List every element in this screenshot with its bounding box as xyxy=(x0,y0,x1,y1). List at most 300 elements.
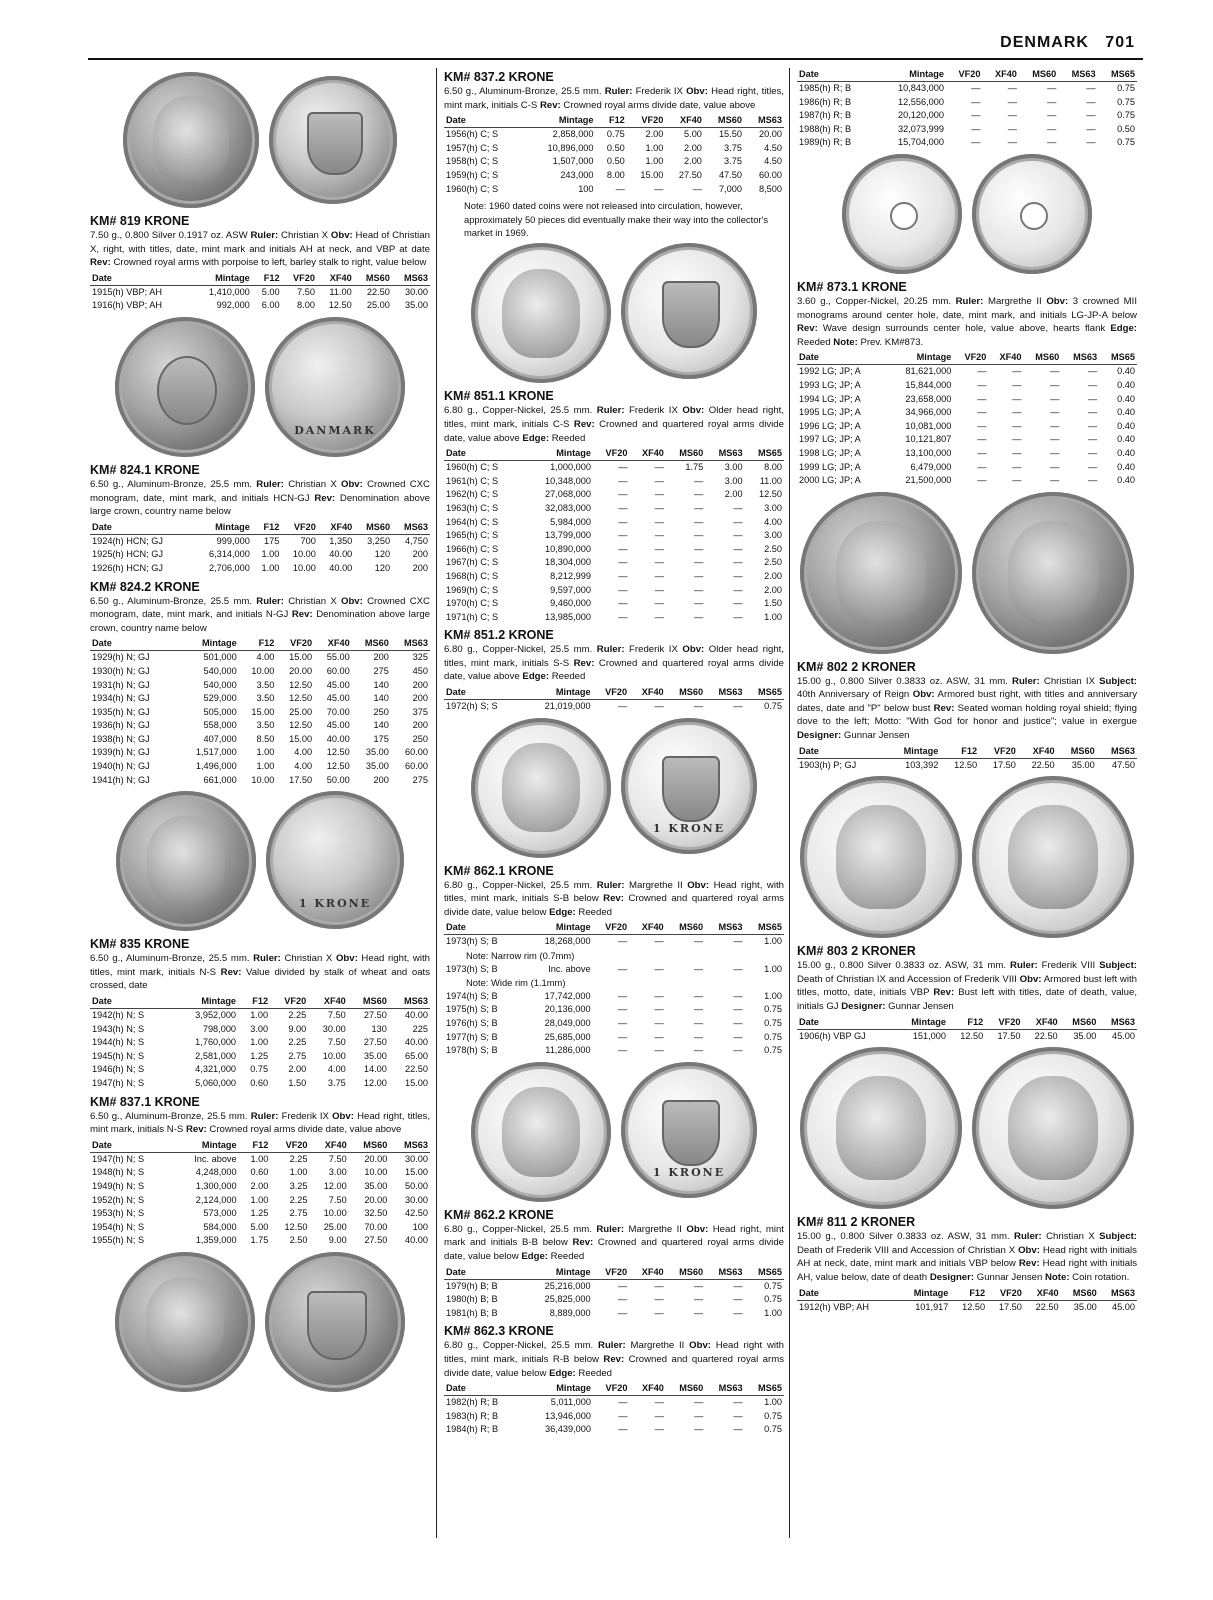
table-cell: — xyxy=(1087,475,1098,486)
table-cell: 1946(h) N; S xyxy=(92,1064,145,1075)
table-row xyxy=(90,1234,430,1248)
table-row xyxy=(90,1207,430,1221)
table-cell: — xyxy=(1087,461,1098,472)
table-cell: 1994 LG; JP; A xyxy=(799,393,861,404)
table-cell: 12.00 xyxy=(323,1180,347,1191)
table-cell: 45.00 xyxy=(326,693,350,704)
table-cell: Inc. above xyxy=(194,1153,237,1164)
table-header-row xyxy=(444,447,784,461)
table-cell: 1,000,000 xyxy=(550,462,591,473)
table-cell: 7.50 xyxy=(327,1010,346,1021)
table-cell: — xyxy=(733,936,743,947)
table-cell: 243,000 xyxy=(560,169,594,180)
table-cell: 3.00 xyxy=(250,1023,269,1034)
table-row xyxy=(797,365,1137,379)
table-cell: 60.00 xyxy=(405,747,428,758)
field-text: Margrethe II xyxy=(624,879,688,891)
table-cell: 1906(h) VBP GJ xyxy=(799,1030,866,1041)
column-header: F12 xyxy=(596,114,627,128)
column-header: XF40 xyxy=(318,521,354,535)
table-row xyxy=(90,285,430,299)
table-cell: 3,250 xyxy=(367,535,391,546)
entry-description xyxy=(90,478,430,519)
table-cell: 8,212,999 xyxy=(550,570,591,581)
column-header: VF20 xyxy=(593,686,630,700)
table-cell: — xyxy=(617,990,628,1001)
table-row xyxy=(444,611,784,625)
table-cell: 1.75 xyxy=(250,1235,269,1246)
entry-title: KM# 837.1 KRONE xyxy=(90,1094,200,1109)
table-header-row xyxy=(90,995,430,1009)
table-cell: 25,216,000 xyxy=(544,1280,591,1291)
entry-description xyxy=(444,1339,784,1380)
table-cell: — xyxy=(733,557,743,568)
table-cell: 2.00 xyxy=(645,129,664,140)
table-cell: 27.50 xyxy=(363,1010,387,1021)
table-cell: 3.25 xyxy=(289,1180,308,1191)
table-cell: 1944(h) N; S xyxy=(92,1037,145,1048)
table-cell: 1986(h) R; B xyxy=(799,96,852,107)
table-cell: — xyxy=(694,1397,704,1408)
table-cell: 10,890,000 xyxy=(545,543,591,554)
table-cell: 40.00 xyxy=(405,1235,428,1246)
table-cell: 2.25 xyxy=(288,1010,307,1021)
field-text: Margrethe II xyxy=(983,295,1047,307)
column-header: MS63 xyxy=(705,1382,744,1396)
column-header: VF20 xyxy=(985,1016,1022,1030)
table-row xyxy=(797,406,1137,420)
table-cell: 27,068,000 xyxy=(545,489,591,500)
table-cell: — xyxy=(733,963,743,974)
table-cell: 0.75 xyxy=(764,1045,782,1056)
table-cell: — xyxy=(1047,137,1057,148)
table-row xyxy=(797,420,1137,434)
coin-obverse-icon xyxy=(800,492,962,654)
field-label: Obv: xyxy=(340,478,363,490)
table-cell: 5.00 xyxy=(684,129,702,140)
field-text: Gunnar Jensen xyxy=(885,1001,954,1013)
field-label: Obv: xyxy=(1018,1244,1040,1256)
table-row xyxy=(797,461,1137,475)
table-header-row xyxy=(444,1382,784,1396)
table-cell: 10.00 xyxy=(292,549,316,560)
table-cell: — xyxy=(694,475,704,486)
table-cell: — xyxy=(1012,379,1022,390)
mintage-table xyxy=(90,995,430,1091)
field-label: Obv: xyxy=(340,595,363,607)
table-cell: — xyxy=(654,489,664,500)
field-label: Ruler: xyxy=(596,644,625,656)
field-text: Reeded xyxy=(575,906,613,918)
table-cell: 1999 LG; JP; A xyxy=(799,461,861,472)
field-label: Edge: xyxy=(549,906,576,918)
column-header: VF20 xyxy=(270,1139,309,1153)
entry-title: KM# 837.2 KRONE xyxy=(444,70,554,84)
field-text: 3 crowned MII monograms around center hole, date, mint mark, and initials LG-JP-A below xyxy=(797,295,1137,321)
field-label: Ruler: xyxy=(1012,675,1040,687)
coin-reverse-icon xyxy=(972,776,1134,938)
entry-title: KM# 835 KRONE xyxy=(90,937,190,952)
table-cell: 1959(h) C; S xyxy=(446,169,499,180)
table-cell: 2.00 xyxy=(684,142,702,153)
table-row xyxy=(797,136,1137,150)
column-header: MS63 xyxy=(705,921,744,935)
table-cell: 50.00 xyxy=(405,1180,428,1191)
table-cell: 25,825,000 xyxy=(544,1294,591,1305)
column-header: MS60 xyxy=(666,447,705,461)
column-header: Date xyxy=(444,1382,523,1396)
table-cell: 47.50 xyxy=(1112,759,1135,770)
table-cell: — xyxy=(654,462,664,473)
table-cell: — xyxy=(694,489,704,500)
table-cell: 10.00 xyxy=(292,562,316,573)
table-cell: — xyxy=(733,1410,743,1421)
coin-reverse-icon xyxy=(972,1047,1134,1209)
field-text: Head right with initials AH, value below, date of death xyxy=(797,1258,1137,1283)
table-cell: — xyxy=(1050,393,1060,404)
catalog-entry-km824-2 xyxy=(90,580,430,788)
table-cell: 7.50 xyxy=(328,1153,347,1164)
table-cell: — xyxy=(733,1045,743,1056)
column-header: VF20 xyxy=(270,995,308,1009)
table-cell: 12.50 xyxy=(759,489,782,500)
table-row xyxy=(444,990,784,1004)
table-row xyxy=(444,1017,784,1031)
field-text: Frederik IX xyxy=(624,405,683,417)
table-row xyxy=(797,1029,1137,1043)
table-cell: 3,952,000 xyxy=(195,1010,237,1021)
column-header: MS65 xyxy=(745,1266,784,1280)
field-label: Rev: xyxy=(220,966,242,978)
table-cell: — xyxy=(977,420,987,431)
field-text: Head right, titles, mint mark, initials N-S xyxy=(90,1110,431,1136)
table-cell: 450 xyxy=(412,665,428,676)
coin-reverse-icon xyxy=(972,154,1092,274)
table-cell: 12,556,000 xyxy=(898,96,944,107)
field-text: 6.50 g., Aluminum-Bronze, 25.5 mm. xyxy=(90,478,257,490)
table-cell: 21,500,000 xyxy=(905,475,952,486)
coin-images-873 xyxy=(797,154,1137,274)
column-header: XF40 xyxy=(314,637,352,651)
entry-description xyxy=(797,295,1137,349)
table-cell: — xyxy=(733,598,743,609)
entry-title: KM# 824.1 KRONE xyxy=(90,462,200,477)
column-header: MS65 xyxy=(745,447,784,461)
table-cell: 0.40 xyxy=(1117,461,1135,472)
table-row xyxy=(444,949,784,963)
table-cell: — xyxy=(617,701,628,712)
table-cell: — xyxy=(654,1018,664,1028)
table-cell: 3.00 xyxy=(724,475,743,486)
table-cell: 81,621,000 xyxy=(905,366,952,377)
table-cell: — xyxy=(617,936,628,947)
column-header: VF20 xyxy=(282,272,317,286)
field-label: Ruler: xyxy=(596,879,625,891)
column-header: Mintage xyxy=(523,447,593,461)
table-cell: 8.00 xyxy=(764,462,782,473)
table-cell: — xyxy=(693,1294,704,1305)
table-cell: 1.00 xyxy=(764,963,782,974)
table-cell: 3.00 xyxy=(764,502,782,513)
field-label: Rev: xyxy=(90,257,111,269)
table-cell: 0.50 xyxy=(606,156,625,167)
table-cell: — xyxy=(654,557,664,568)
table-cell: — xyxy=(733,530,743,541)
field-text: Head right with initials AH at neck, date, mint mark and initials VBP below xyxy=(797,1244,1137,1270)
table-cell: — xyxy=(654,570,664,581)
table-cell: 1.00 xyxy=(250,1010,269,1021)
table-cell: — xyxy=(618,1397,628,1408)
table-cell: 1.00 xyxy=(261,549,280,560)
table-cell: 1,507,000 xyxy=(552,156,594,167)
field-text: 6.50 g., Aluminum-Bronze, 25.5 mm. xyxy=(90,953,254,965)
table-cell: 8.00 xyxy=(297,300,315,311)
column-header: Mintage xyxy=(895,1016,948,1030)
column-header: MS60 xyxy=(349,1139,390,1153)
column-header: MS63 xyxy=(705,686,744,700)
column-header: Date xyxy=(444,447,523,461)
entry-description xyxy=(90,1110,430,1137)
table-cell: — xyxy=(693,701,704,712)
column-header: MS60 xyxy=(704,114,744,128)
table-cell: — xyxy=(654,1307,664,1318)
field-text: 6.50 g., Aluminum-Bronze, 25.5 mm. xyxy=(90,595,257,607)
table-header-row xyxy=(797,68,1137,82)
column-header: XF40 xyxy=(310,1139,349,1153)
table-cell: — xyxy=(694,502,704,513)
mintage-table xyxy=(797,68,1137,150)
catalog-entry-km862-2 xyxy=(444,1208,784,1321)
field-text: Head right, titles, mint mark, initials C-S xyxy=(444,86,785,111)
table-row xyxy=(90,665,430,679)
mintage-table xyxy=(444,686,784,714)
field-label: Rev: xyxy=(291,609,313,621)
table-cell: — xyxy=(1086,83,1096,93)
table-cell: 0.40 xyxy=(1117,393,1135,404)
column-header: XF40 xyxy=(988,351,1023,365)
catalog-entry-km851-2 xyxy=(444,628,784,713)
entry-title: KM# 862.3 KRONE xyxy=(444,1324,554,1339)
table-cell: 1964(h) C; S xyxy=(446,516,499,527)
entry-note: Note: 1960 dated coins were not released into circulation, however, approximately 50 pieces did eventually make their way into the collector's market in 1969. xyxy=(464,200,769,238)
table-cell: 1938(h) N; GJ xyxy=(92,733,150,744)
coin-obverse-icon xyxy=(123,72,259,208)
field-text: Margrethe II xyxy=(624,1223,687,1235)
table-cell: 1.75 xyxy=(685,462,704,473)
table-cell: 10.00 xyxy=(322,1050,346,1061)
table-cell: 1973(h) S; B xyxy=(446,963,498,974)
table-cell: 32,083,000 xyxy=(545,502,591,513)
table-cell: 1955(h) N; S xyxy=(92,1235,145,1246)
table-cell: 27.50 xyxy=(363,1037,387,1048)
table-row xyxy=(444,1293,784,1307)
table-cell: 35.00 xyxy=(365,747,389,758)
table-cell: 8,500 xyxy=(759,183,782,194)
mintage-table xyxy=(90,1139,430,1248)
field-text: 6.80 g., Copper-Nickel, 25.5 mm. xyxy=(444,1223,597,1235)
column-header: MS60 xyxy=(352,637,391,651)
table-row xyxy=(444,155,784,169)
table-cell: 20.00 xyxy=(364,1153,388,1164)
table-cell: — xyxy=(654,701,664,712)
column-header: Date xyxy=(797,1287,898,1301)
table-cell: 21,019,000 xyxy=(544,701,591,712)
table-cell: 1.00 xyxy=(250,1037,269,1048)
table-cell: 3.50 xyxy=(256,720,275,731)
table-cell: — xyxy=(654,1424,664,1435)
coin-obverse-icon xyxy=(471,243,611,383)
table-cell: 18,268,000 xyxy=(544,936,591,947)
table-cell: 1969(h) C; S xyxy=(446,584,499,595)
table-cell: 60.00 xyxy=(405,761,428,772)
table-cell: 4,248,000 xyxy=(195,1167,237,1178)
entry-description xyxy=(444,643,784,684)
table-cell: 1981(h) B; B xyxy=(446,1307,498,1318)
table-row xyxy=(90,719,430,733)
coin-legend: DANMARK xyxy=(294,424,376,438)
table-cell: 1975(h) S; B xyxy=(446,1004,498,1015)
table-cell: 3.00 xyxy=(724,462,743,473)
page-number: 701 xyxy=(1105,34,1135,51)
table-cell: 1976(h) S; B xyxy=(446,1018,498,1028)
table-cell: 10.00 xyxy=(323,1208,347,1219)
table-row xyxy=(90,1152,430,1166)
table-cell: 12.00 xyxy=(363,1078,387,1088)
table-cell: Inc. above xyxy=(548,963,591,974)
column-header: MS60 xyxy=(1023,351,1061,365)
table-row xyxy=(444,1031,784,1045)
column-header: MS60 xyxy=(666,921,705,935)
column-1 xyxy=(90,68,430,1398)
column-3 xyxy=(797,68,1137,1318)
field-label: Designer: xyxy=(797,730,842,742)
column-header: Date xyxy=(90,272,191,286)
field-text: 6.50 g., Aluminum-Bronze, 25.5 mm. xyxy=(444,86,605,97)
field-text: Death of Christian IX and Accession of Frederik VIII xyxy=(797,973,1020,985)
table-header-row xyxy=(90,637,430,651)
table-cell: 20,136,000 xyxy=(544,1004,591,1015)
table-cell: — xyxy=(1050,434,1060,445)
field-label: Ruler: xyxy=(256,478,284,490)
table-cell: — xyxy=(617,1031,628,1042)
field-label: Rev: xyxy=(573,657,595,669)
table-cell: 100 xyxy=(578,183,594,194)
table-row xyxy=(90,1063,430,1077)
entry-description xyxy=(797,959,1137,1013)
table-row xyxy=(90,651,430,665)
column-header: MS63 xyxy=(1099,1287,1137,1301)
field-label: Ruler: xyxy=(253,953,281,965)
field-label: Obv: xyxy=(912,689,935,701)
table-cell: 2.00 xyxy=(764,570,782,581)
table-cell: 6.00 xyxy=(261,300,280,311)
table-cell: — xyxy=(694,516,704,527)
field-text: Reeded xyxy=(548,1250,585,1262)
table-cell: 1977(h) S; B xyxy=(446,1031,498,1042)
table-cell: — xyxy=(617,1045,628,1056)
table-cell: 225 xyxy=(412,1023,428,1034)
field-text: Frederik IX xyxy=(632,86,687,97)
catalog-entry-km824-1 xyxy=(90,463,430,576)
table-cell: 45.00 xyxy=(1112,1301,1135,1312)
table-row xyxy=(90,774,430,788)
table-cell: — xyxy=(971,96,981,107)
table-cell: 11,286,000 xyxy=(545,1045,591,1056)
field-label: Obv: xyxy=(682,405,705,417)
column-header: MS60 xyxy=(1060,1016,1099,1030)
table-cell: 1965(h) C; S xyxy=(446,530,499,541)
table-cell: 13,985,000 xyxy=(545,611,591,622)
table-cell: 36,439,000 xyxy=(545,1424,591,1435)
table-cell: — xyxy=(1007,96,1017,107)
column-header: Mintage xyxy=(876,68,946,82)
field-label: Rev: xyxy=(572,1237,594,1249)
table-cell: — xyxy=(693,1018,704,1028)
table-cell: 1974(h) S; B xyxy=(446,990,498,1001)
entry-title: KM# 824.2 KRONE xyxy=(90,579,200,594)
table-cell: 12.50 xyxy=(960,1030,984,1041)
table-cell: 2.75 xyxy=(289,1208,308,1219)
column-header: Date xyxy=(444,1266,522,1280)
field-label: Designer: xyxy=(929,1272,975,1283)
table-cell: — xyxy=(617,1004,628,1015)
table-row xyxy=(797,393,1137,407)
column-header: Date xyxy=(444,114,524,128)
table-cell: — xyxy=(1007,83,1017,93)
field-text: Frederik IX xyxy=(278,1110,333,1122)
table-cell: 35.00 xyxy=(405,300,428,311)
table-cell: 10,121,807 xyxy=(905,434,952,445)
table-cell: 1949(h) N; S xyxy=(92,1180,145,1191)
table-cell: 7.50 xyxy=(328,1194,347,1205)
column-header: Date xyxy=(90,995,172,1009)
table-row xyxy=(444,1003,784,1017)
field-text: Gunnar Jensen xyxy=(974,1272,1045,1283)
table-cell: 10,896,000 xyxy=(547,142,594,153)
table-cell: 1947(h) N; S xyxy=(92,1078,145,1088)
table-cell: 40.00 xyxy=(329,562,353,573)
table-cell: 9,597,000 xyxy=(550,584,591,595)
table-cell: — xyxy=(693,936,704,947)
table-cell: 151,000 xyxy=(912,1030,946,1041)
table-cell: 100 xyxy=(412,1221,428,1232)
table-cell: 28,049,000 xyxy=(544,1018,591,1028)
table-cell: 140 xyxy=(373,693,389,704)
column-header: F12 xyxy=(252,272,282,286)
table-cell: 13,100,000 xyxy=(905,447,952,458)
table-cell: 12.50 xyxy=(326,747,350,758)
field-text: 6.80 g., Copper-Nickel, 25.5 mm. xyxy=(444,405,597,417)
row-note: Note: Wide rim (1.1mm) xyxy=(466,977,566,989)
table-cell: 8.50 xyxy=(256,733,275,744)
coin-reverse-icon xyxy=(972,492,1134,654)
table-row xyxy=(444,128,784,142)
table-cell: 0.40 xyxy=(1117,447,1135,458)
table-cell: 7,000 xyxy=(718,183,742,194)
table-cell: — xyxy=(1007,137,1017,148)
table-cell: 17,742,000 xyxy=(544,990,591,1001)
field-text: Head right with titles, mint mark, initials R-B below xyxy=(444,1340,785,1365)
field-text: 6.80 g., Copper-Nickel, 25.5 mm. xyxy=(444,644,597,656)
table-cell: — xyxy=(654,1410,664,1421)
coin-obverse-icon xyxy=(115,1252,255,1392)
table-cell: 1924(h) HCN; GJ xyxy=(92,535,163,546)
table-cell: — xyxy=(654,990,664,1001)
table-cell: — xyxy=(733,516,743,527)
field-label: Obv: xyxy=(686,1223,709,1235)
table-cell: 1.00 xyxy=(764,936,782,947)
table-cell: 1947(h) N; S xyxy=(92,1153,145,1164)
